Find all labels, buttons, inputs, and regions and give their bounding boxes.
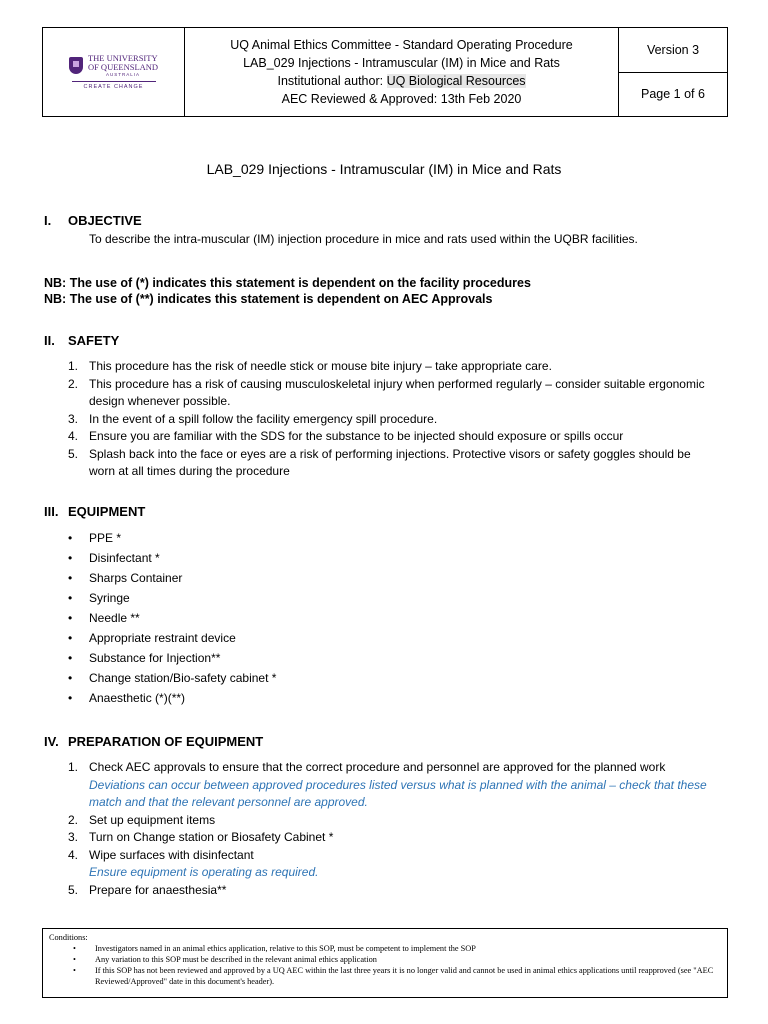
author-value: UQ Biological Resources xyxy=(386,74,526,88)
version-label: Version 3 xyxy=(619,28,727,73)
conditions-heading: Conditions: xyxy=(49,933,88,942)
list-item: 1. Check AEC approvals to ensure that the correct procedure and personnel are approved for the planned work Deviations can occur between approved procedures listed versus what is planned with the animal – check that these match and that the relevant personnel are approved. xyxy=(68,759,718,812)
logo-wordmark xyxy=(88,54,158,77)
item-note: Ensure equipment is operating as required. xyxy=(89,865,319,879)
conditions-box xyxy=(42,928,728,998)
header-meta xyxy=(619,28,727,116)
header-doc-title: LAB_029 Injections - Intramuscular (IM) in Mice and Rats xyxy=(243,56,560,70)
preparation-list xyxy=(68,759,718,899)
logo-tagline: CREATE CHANGE xyxy=(72,81,156,90)
author-line xyxy=(277,72,525,90)
list-item: • Anaesthetic (*)(**) xyxy=(68,688,718,708)
list-item: 5. Splash back into the face or eyes are a risk of performing injections. Protective visors or safety goggles should be worn at all times during the procedure xyxy=(68,446,691,478)
crest-icon xyxy=(69,57,83,74)
page-title: LAB_029 Injections - Intramuscular (IM) in Mice and Rats xyxy=(206,161,562,177)
approved-line: AEC Reviewed & Approved: 13th Feb 2020 xyxy=(281,92,522,106)
list-item: 4. Wipe surfaces with disinfectant Ensure equipment is operating as required. xyxy=(68,847,718,882)
list-item: • Sharps Container xyxy=(68,568,718,588)
list-item: 5. Prepare for anaesthesia** xyxy=(68,882,227,897)
section-number: IV. xyxy=(44,734,59,749)
section-number: II. xyxy=(44,333,55,348)
list-item: • Investigators named in an animal ethics application, relative to this SOP, must be competent to implement the SOP xyxy=(49,943,721,954)
section-title: SAFETY xyxy=(68,333,120,348)
section-number: III. xyxy=(44,504,59,519)
section-objective-heading xyxy=(44,213,142,228)
list-item: • Substance for Injection** xyxy=(68,648,718,668)
list-item: • Appropriate restraint device xyxy=(68,628,718,648)
list-item: • Syringe xyxy=(68,588,718,608)
logo-row xyxy=(69,54,158,77)
safety-list xyxy=(68,358,718,481)
list-item: 3. Turn on Change station or Biosafety Cabinet * xyxy=(68,830,334,844)
list-item: 2. Set up equipment items xyxy=(68,812,216,827)
document-header xyxy=(42,27,728,117)
header-info xyxy=(185,28,619,116)
list-item: 3. In the event of a spill follow the facility emergency spill procedure. xyxy=(68,411,438,426)
conditions-list xyxy=(49,943,721,987)
author-label: Institutional author: xyxy=(277,74,387,88)
logo-line1: THE UNIVERSITY xyxy=(87,53,158,63)
list-item: • Change station/Bio-safety cabinet * xyxy=(68,668,718,688)
list-item: • Any variation to this SOP must be described in the relevant animal ethics application xyxy=(49,954,721,965)
equipment-list xyxy=(68,528,718,708)
list-item: • PPE * xyxy=(68,528,718,548)
section-title: EQUIPMENT xyxy=(68,504,146,519)
note-aec: NB: The use of (**) indicates this statement is dependent on AEC Approvals xyxy=(44,292,493,306)
committee-line: UQ Animal Ethics Committee - Standard Operating Procedure xyxy=(230,38,573,52)
section-number: I. xyxy=(44,213,52,228)
section-safety-heading xyxy=(44,333,119,348)
section-equipment-heading xyxy=(44,504,145,519)
list-item: 4. Ensure you are familiar with the SDS for the substance to be injected should exposure or spills occur xyxy=(68,429,624,443)
section-title: PREPARATION OF EQUIPMENT xyxy=(68,734,264,749)
page-number: Page 1 of 6 xyxy=(641,87,705,102)
logo-line2: OF QUEENSLAND xyxy=(87,62,159,72)
list-item: • Needle ** xyxy=(68,608,718,628)
note-facility: NB: The use of (*) indicates this statement is dependent on the facility procedures xyxy=(44,276,531,290)
list-item: • If this SOP has not been reviewed and approved by a UQ AEC within the last three years it is no longer valid and cannot be used in animal ethics applications until reapproved (see "AEC Reviewed/Approved" date in this document's header). xyxy=(49,965,721,987)
university-logo xyxy=(43,28,185,116)
section-preparation-heading xyxy=(44,734,263,749)
list-item: • Disinfectant * xyxy=(68,548,718,568)
section-title: OBJECTIVE xyxy=(68,213,142,228)
logo-country: AUSTRALIA xyxy=(105,72,140,77)
objective-text: To describe the intra-muscular (IM) injection procedure in mice and rats used within the UQBR facilities. xyxy=(89,232,638,246)
list-item: 2. This procedure has a risk of causing musculoskeletal injury when performed regularly – consider suitable ergonomic design whenever possible. xyxy=(68,376,705,408)
item-note: Deviations can occur between approved procedures listed versus what is planned with the animal – check that these match and that the relevant personnel are approved. xyxy=(89,777,707,809)
list-item: 1. This procedure has the risk of needle stick or mouse bite injury – take appropriate care. xyxy=(68,359,552,373)
